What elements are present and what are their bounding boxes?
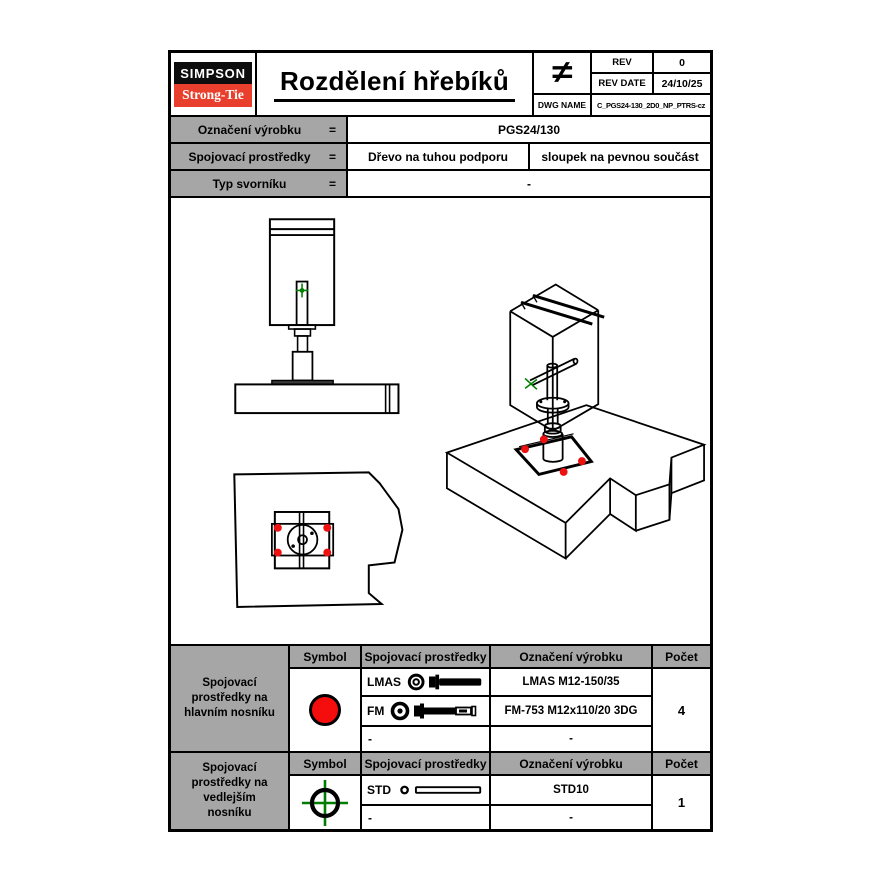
- product-lmas: LMAS M12-150/35: [491, 669, 651, 695]
- product-value: PGS24/130: [348, 117, 710, 142]
- product-std: STD10: [491, 776, 651, 804]
- technical-drawing: [171, 198, 710, 644]
- info-row-bolt-type: [171, 171, 710, 196]
- dwg-name-value: C_PGS24-130_2D0_NP_PTRS-cz: [592, 95, 710, 115]
- fastener-row-fm: FM: [362, 697, 489, 725]
- title-cell: [257, 53, 532, 115]
- datum-marker-icon: [296, 284, 309, 298]
- count-secondary-beam: 1: [653, 776, 710, 829]
- col-header-product-2: Označení výrobku: [491, 753, 651, 774]
- logo-simpson: SIMPSON: [174, 62, 252, 84]
- red-filled-circle-icon: [309, 694, 341, 726]
- rev-date-label: REV DATE: [592, 74, 652, 93]
- col-header-count-2: Počet: [653, 753, 710, 774]
- col-header-symbol-2: Symbol: [290, 753, 360, 774]
- secondary-beam-symbol-cell: [290, 776, 360, 829]
- col-header-product: Označení výrobku: [491, 646, 651, 667]
- fastener-row-lmas: LMAS: [362, 669, 489, 695]
- fastener-row-std: STD: [362, 776, 489, 804]
- product-empty-2: -: [491, 806, 651, 829]
- nut-and-stud-icon: [397, 782, 484, 798]
- drawing-sheet: [168, 50, 713, 832]
- col-header-fasteners-2: Spojovací prostředky: [362, 753, 489, 774]
- fasteners-value-1: Dřevo na tuhou podporu: [348, 144, 528, 169]
- col-header-fasteners: Spojovací prostředky: [362, 646, 489, 667]
- group-label-secondary-beam: Spojovací prostředky na vedlejším nosníku: [171, 753, 288, 829]
- group-label-main-beam: Spojovací prostředky na hlavním nosníku: [171, 646, 288, 751]
- count-main-beam: 4: [653, 669, 710, 751]
- rev-label: REV: [592, 53, 652, 72]
- info-row-product: [171, 117, 710, 142]
- title-block: [171, 53, 710, 115]
- fastener-table-main-beam: [171, 646, 710, 751]
- col-header-symbol: Symbol: [290, 646, 360, 667]
- isometric-view: [447, 285, 704, 559]
- washer-and-hex-bolt-icon: [407, 671, 484, 693]
- fastener-table-secondary-beam: [171, 753, 710, 829]
- bolt-type-value: -: [348, 171, 710, 196]
- col-header-count: Počet: [653, 646, 710, 667]
- info-row-fasteners: [171, 144, 710, 169]
- anchor-dots-plan: [274, 524, 331, 557]
- fasteners-label-cell: Spojovací prostředky =: [171, 144, 346, 169]
- dwg-name-label: DWG NAME: [534, 95, 590, 115]
- product-empty: -: [491, 727, 651, 751]
- product-label-cell: Označení výrobku =: [171, 117, 346, 142]
- fasteners-value-2: sloupek na pevnou součást: [530, 144, 710, 169]
- revision-block: [534, 53, 710, 115]
- plan-view: [234, 472, 402, 607]
- rev-value: 0: [654, 53, 710, 72]
- green-crosshair-circle-icon: [300, 778, 350, 828]
- washer-and-anchor-bolt-icon: [390, 700, 480, 722]
- product-fm: FM-753 M12x110/20 3DG: [491, 697, 651, 725]
- logo: [171, 53, 255, 115]
- fastener-row-empty-2: -: [362, 806, 489, 829]
- bolt-type-label-cell: Typ svorníku =: [171, 171, 346, 196]
- fastener-row-empty: -: [362, 727, 489, 751]
- main-beam-symbol-cell: [290, 669, 360, 751]
- rev-date-value: 24/10/25: [654, 74, 710, 93]
- logo-strongtie: Strong-Tie: [174, 84, 252, 107]
- drawing-area: [171, 198, 710, 644]
- not-to-scale-icon: ≠: [534, 53, 590, 93]
- front-view: [235, 219, 398, 413]
- page-title: Rozdělení hřebíků: [274, 66, 515, 102]
